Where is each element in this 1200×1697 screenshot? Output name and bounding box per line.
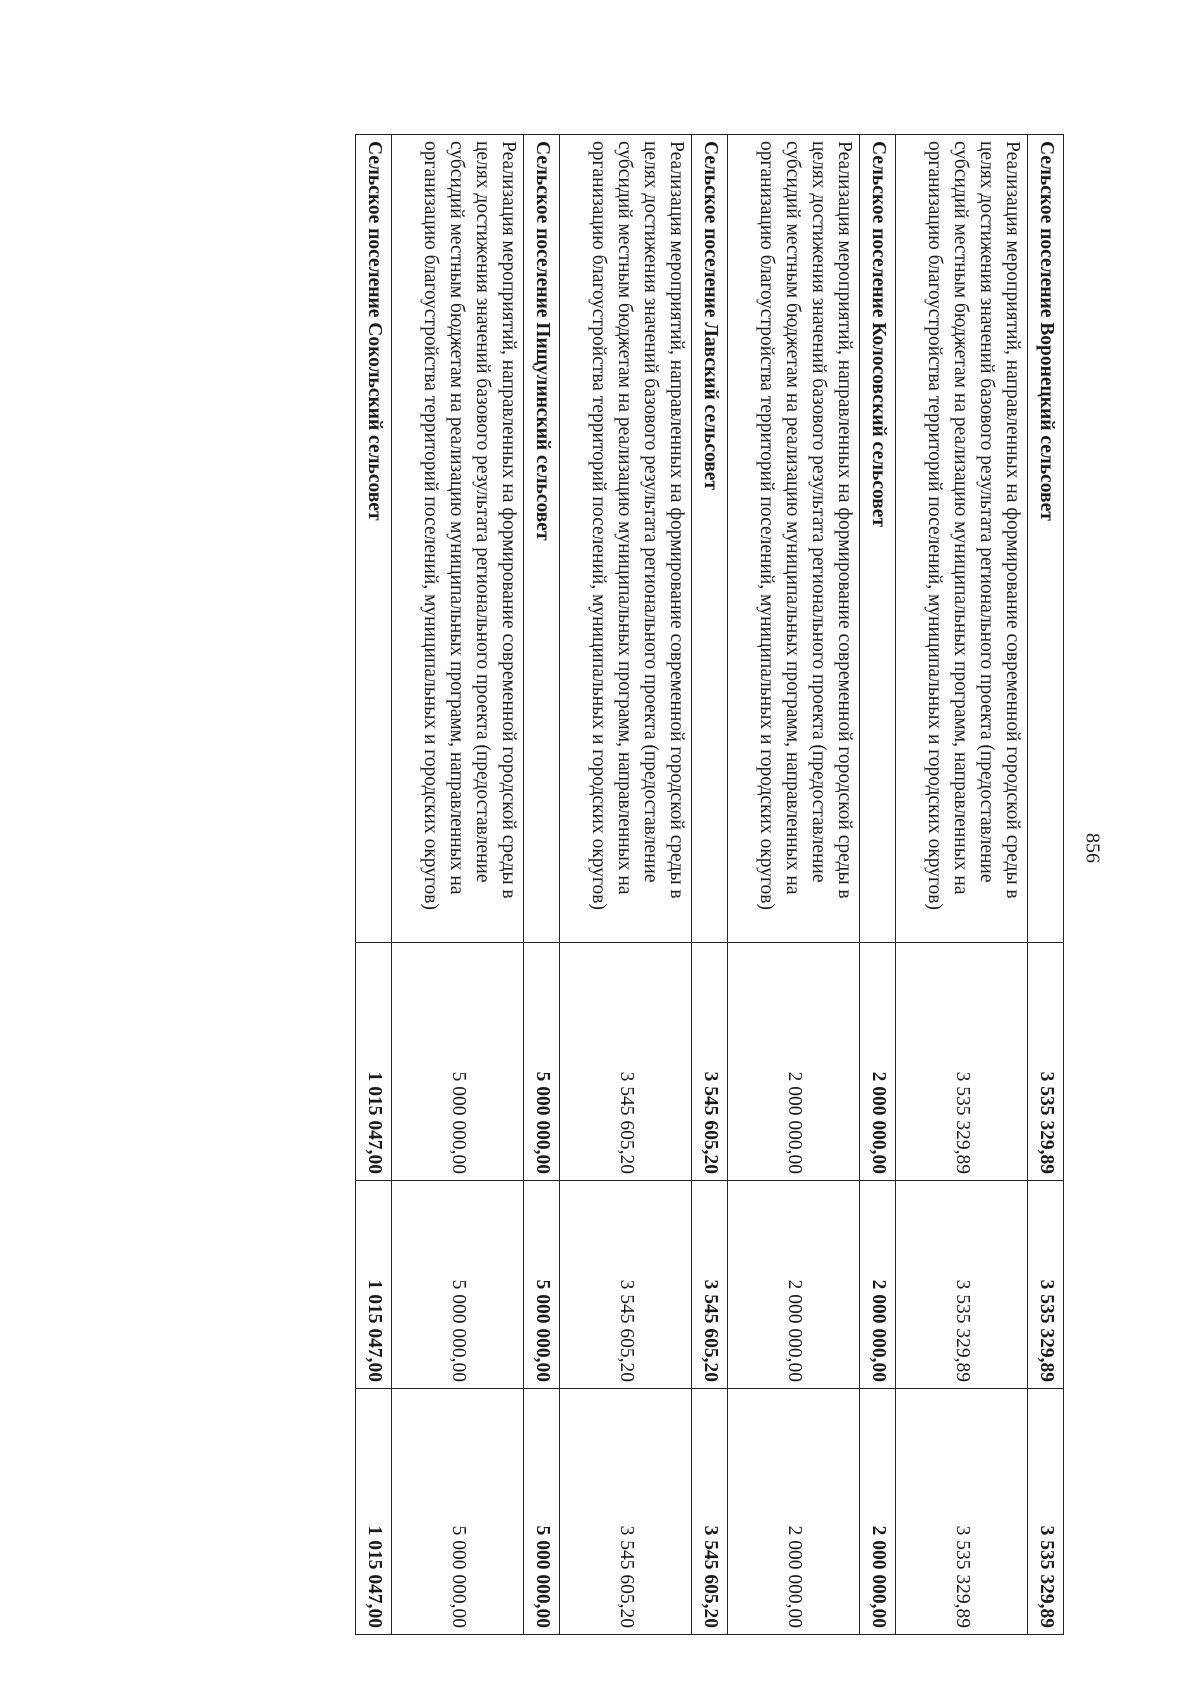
amount-col-2: 3 535 329,89 bbox=[1028, 1181, 1064, 1389]
amount-col-3: 3 545 605,20 bbox=[560, 1389, 692, 1635]
settlement-name: Сельское поселение Лавский сельсовет bbox=[692, 135, 728, 943]
item-description: Реализация мероприятий, направленных на формирование современной городской среды в целях достижения значений базового результата регионального проекта (предоставление субсидий местным бюджетам на реализацию муниципальных программ, направленных на организацию благоустройства территорий поселений, муниципальных и городских округов) bbox=[392, 135, 524, 943]
budget-table-rotated bbox=[355, 134, 1064, 1634]
amount-col-1: 2 000 000,00 bbox=[860, 943, 896, 1181]
amount-col-1: 3 545 605,20 bbox=[692, 943, 728, 1181]
amount-col-3: 3 535 329,89 bbox=[896, 1389, 1028, 1635]
amount-col-1: 3 545 605,20 bbox=[560, 943, 692, 1181]
table-row-settlement bbox=[356, 135, 392, 1635]
amount-col-2: 3 545 605,20 bbox=[692, 1181, 728, 1389]
amount-col-1: 5 000 000,00 bbox=[392, 943, 524, 1181]
table-row-settlement bbox=[1028, 135, 1064, 1635]
amount-col-3: 2 000 000,00 bbox=[860, 1389, 896, 1635]
table-row-settlement bbox=[860, 135, 896, 1635]
table-row-settlement bbox=[524, 135, 560, 1635]
page-number: 856 bbox=[1081, 833, 1104, 863]
amount-col-3: 5 000 000,00 bbox=[392, 1389, 524, 1635]
settlement-name: Сельское поселение Пищулинский сельсовет bbox=[524, 135, 560, 943]
table-row-item bbox=[896, 135, 1028, 1635]
amount-col-1: 3 535 329,89 bbox=[1028, 943, 1064, 1181]
table-row-item bbox=[560, 135, 692, 1635]
amount-col-2: 3 535 329,89 bbox=[896, 1181, 1028, 1389]
amount-col-2: 3 545 605,20 bbox=[560, 1181, 692, 1389]
table-row-item bbox=[728, 135, 860, 1635]
settlement-name: Сельское поселение Колосовский сельсовет bbox=[860, 135, 896, 943]
amount-col-2: 1 015 047,00 bbox=[356, 1181, 392, 1389]
amount-col-1: 5 000 000,00 bbox=[524, 943, 560, 1181]
table-row-item bbox=[392, 135, 524, 1635]
item-description: Реализация мероприятий, направленных на формирование современной городской среды в целях достижения значений базового результата регионального проекта (предоставление субсидий местным бюджетам на реализацию муниципальных программ, направленных на организацию благоустройства территорий поселений, муниципальных и городских округов) bbox=[896, 135, 1028, 943]
item-description: Реализация мероприятий, направленных на формирование современной городской среды в целях достижения значений базового результата регионального проекта (предоставление субсидий местным бюджетам на реализацию муниципальных программ, направленных на организацию благоустройства территорий поселений, муниципальных и городских округов) bbox=[728, 135, 860, 943]
amount-col-3: 3 545 605,20 bbox=[692, 1389, 728, 1635]
amount-col-2: 5 000 000,00 bbox=[524, 1181, 560, 1389]
amount-col-1: 3 535 329,89 bbox=[896, 943, 1028, 1181]
amount-col-3: 5 000 000,00 bbox=[524, 1389, 560, 1635]
settlement-name: Сельское поселение Сокольский сельсовет bbox=[356, 135, 392, 943]
table-row-settlement bbox=[692, 135, 728, 1635]
amount-col-2: 2 000 000,00 bbox=[728, 1181, 860, 1389]
amount-col-3: 3 535 329,89 bbox=[1028, 1389, 1064, 1635]
amount-col-2: 5 000 000,00 bbox=[392, 1181, 524, 1389]
budget-table bbox=[355, 134, 1064, 1635]
amount-col-2: 2 000 000,00 bbox=[860, 1181, 896, 1389]
item-description: Реализация мероприятий, направленных на формирование современной городской среды в целях достижения значений базового результата регионального проекта (предоставление субсидий местным бюджетам на реализацию муниципальных программ, направленных на организацию благоустройства территорий поселений, муниципальных и городских округов) bbox=[560, 135, 692, 943]
settlement-name: Сельское поселение Воронецкий сельсовет bbox=[1028, 135, 1064, 943]
amount-col-1: 2 000 000,00 bbox=[728, 943, 860, 1181]
amount-col-1: 1 015 047,00 bbox=[356, 943, 392, 1181]
amount-col-3: 2 000 000,00 bbox=[728, 1389, 860, 1635]
amount-col-3: 1 015 047,00 bbox=[356, 1389, 392, 1635]
